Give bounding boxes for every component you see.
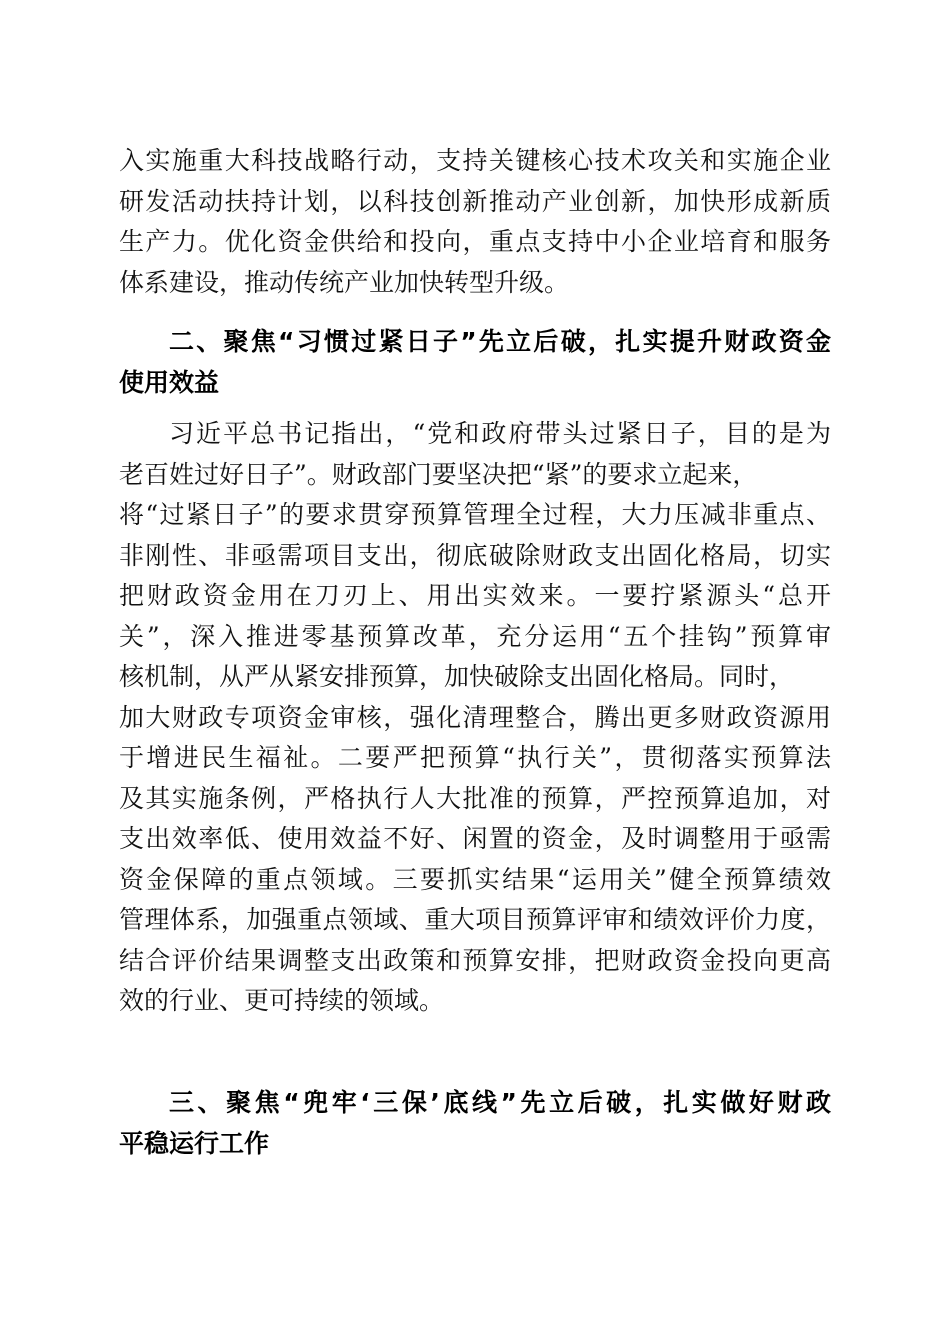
section-heading-3 bbox=[119, 1083, 831, 1164]
text-line: 生产力。优化资金供给和投向，重点支持中小企业培育和服务 bbox=[119, 227, 831, 256]
heading-line: 二、聚焦“习惯过紧日子”先立后破，扎实提升财政资金 bbox=[169, 327, 831, 356]
text-line: 习近平总书记指出，“党和政府带头过紧日子，目的是为 bbox=[169, 419, 831, 448]
text-line: 于增进民生福祉。二要严把预算“执行关”，贯彻落实预算法 bbox=[119, 743, 831, 772]
paragraph-continued bbox=[119, 141, 831, 303]
heading-line: 平稳运行工作 bbox=[119, 1128, 270, 1158]
text-line: 加大财政专项资金审核，强化清理整合，腾出更多财政资源用 bbox=[119, 702, 831, 732]
text-line: 将“过紧日子”的要求贯穿预算管理全过程，大力压减非重点、 bbox=[119, 500, 831, 529]
text-line: 入实施重大科技战略行动，支持关键核心技术攻关和实施企业 bbox=[119, 146, 831, 175]
heading-line: 三、聚焦“兜牢‘三保’底线”先立后破，扎实做好财政 bbox=[169, 1088, 831, 1117]
text-line: 老百姓过好日子”。财政部门要坚决把“紧”的要求立起来， bbox=[119, 459, 758, 489]
text-line: 核机制，从严从紧安排预算，加快破除支出固化格局。同时， bbox=[119, 662, 795, 691]
text-line: 支出效率低、使用效益不好、闲置的资金，及时调整用于亟需 bbox=[119, 824, 831, 853]
text-line: 结合评价结果调整支出政策和预算安排，把财政资金投向更高 bbox=[119, 945, 831, 975]
text-line: 体系建设，推动传统产业加快转型升级。 bbox=[119, 267, 570, 297]
text-line: 管理体系，加强重点领域、重大项目预算评审和绩效评价力度， bbox=[119, 905, 831, 934]
text-line: 把财政资金用在刀刃上、用出实效来。一要拧紧源头“总开 bbox=[119, 581, 831, 610]
heading-line: 使用效益 bbox=[119, 367, 220, 397]
text-line: 研发活动扶持计划，以科技创新推动产业创新，加快形成新质 bbox=[119, 186, 831, 216]
text-line: 及其实施条例，严格执行人大批准的预算，严控预算追加，对 bbox=[119, 783, 831, 813]
text-line: 效的行业、更可持续的领域。 bbox=[119, 986, 445, 1015]
section-heading-2 bbox=[119, 322, 831, 403]
paragraph-2 bbox=[119, 414, 831, 1022]
text-line: 关”，深入推进零基预算改革，充分运用“五个挂钩”预算审 bbox=[119, 621, 831, 651]
text-line: 资金保障的重点领域。三要抓实结果“运用关”健全预算绩效 bbox=[119, 864, 831, 894]
text-line: 非刚性、非亟需项目支出，彻底破除财政支出固化格局，切实 bbox=[119, 540, 831, 570]
